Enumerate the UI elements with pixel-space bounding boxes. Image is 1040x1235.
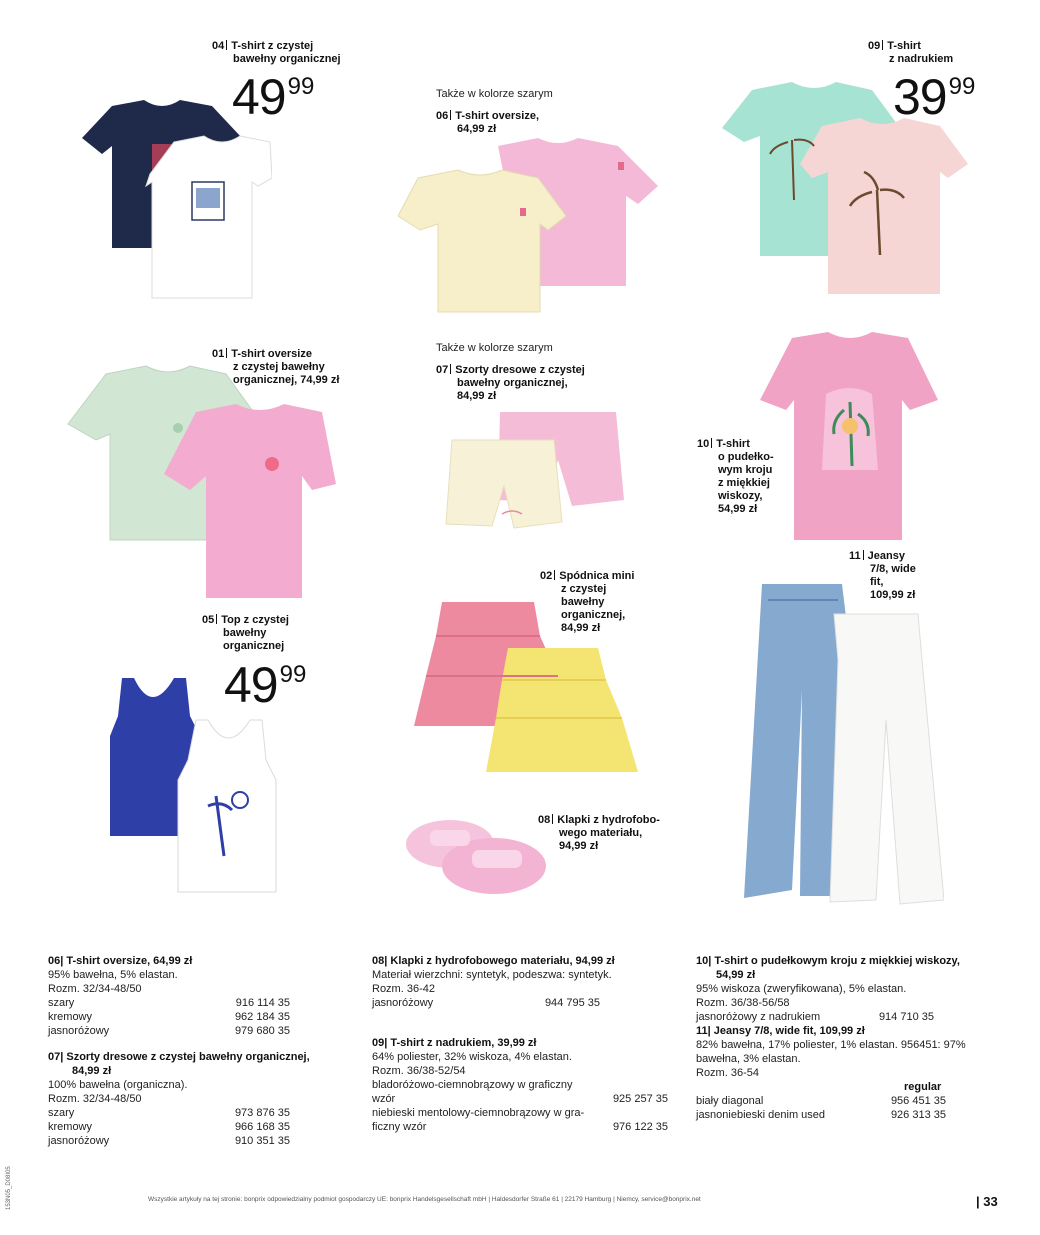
fit-subhead: regular (904, 1081, 942, 1093)
tshirt-oversize-image (398, 136, 660, 316)
label-05: 05 Top z czystej bawełny organicznej (202, 614, 289, 652)
variant-row: jasnoróżowy z nadrukiem 914 710 35 (696, 1011, 934, 1023)
details-col2: 08| Klapki z hydrofobowego materiału, 94,99 zł Materiał wierzchni: syntetyk, podeszwa: syntetyk. Rozm. 36-42 jasnoróżowy 944 795 35 09| T-shirt z nadrukiem, 39,99 zł 64% poliester, 32% wiskoza, 4% elastan. Rozm. 36/38-52/54 bladoróżowo-ciemnobrązowy w graficzny wzór 925 257 35 niebieski mentolowy-ciemnobrązowy w gra- ficzny wzór 976 122 35 (372, 955, 668, 1133)
page-number: | 33 (976, 1194, 998, 1209)
label-09: 09 T-shirt z nadrukiem (868, 40, 954, 65)
label-06: 06 T-shirt oversize, 64,99 zł (436, 110, 540, 135)
slides-image (400, 800, 552, 900)
label-04: 04 T-shirt z czystej bawełny organicznej (212, 40, 341, 65)
variant-row: jasnoróżowy 944 795 35 (372, 997, 600, 1009)
variant-row: szary 916 114 35 (48, 997, 290, 1009)
label-10: 10 T-shirt o pudełko- wym kroju z miękkiej wiskozy, 54,99 zł (697, 438, 774, 515)
tshirt-printed-image (722, 80, 970, 300)
price-09: 3999 (893, 69, 976, 125)
detail-title-08: 08| Klapki z hydrofobowego materiału, 94,99 zł (372, 955, 615, 967)
variant-row: jasnoróżowy 979 680 35 (48, 1025, 290, 1037)
label-07: 07 Szorty dresowe z czystej bawełny organicznej, 84,99 zł (436, 364, 585, 402)
variant-row: wzór 925 257 35 (372, 1093, 668, 1105)
label-11: 11 Jeansy 7/8, wide fit, 109,99 zł (849, 550, 916, 601)
variant-row: szary 973 876 35 (48, 1107, 290, 1119)
label-02: 02 Spódnica mini z czystej bawełny organicznej, 84,99 zł (540, 570, 635, 634)
alt-color-note-06: Także w kolorze szarym (436, 88, 553, 100)
alt-color-note-07: Także w kolorze szarym (436, 342, 553, 354)
skirt-image (408, 596, 640, 786)
detail-title-09: 09| T-shirt z nadrukiem, 39,99 zł (372, 1037, 537, 1049)
shorts-image (444, 410, 626, 540)
detail-title-07: 07| Szorty dresowe z czystej bawełny organicznej, (48, 1051, 310, 1063)
tank-top-image (104, 676, 296, 896)
variant-row: kremowy 962 184 35 (48, 1011, 290, 1023)
side-code: 153N05_D08I05 (6, 1166, 12, 1210)
detail-title-10: 10| T-shirt o pudełkowym kroju z miękkiej wiskozy, (696, 955, 960, 967)
jeans-image (738, 580, 944, 908)
variant-row: ficzny wzór 976 122 35 (372, 1121, 668, 1133)
label-01: 01 T-shirt oversize z czystej bawełny organicznej, 74,99 zł (212, 348, 340, 386)
variant-row: jasnoróżowy 910 351 35 (48, 1135, 290, 1147)
price-04: 4999 (232, 69, 315, 125)
details-col3: 10| T-shirt o pudełkowym kroju z miękkiej wiskozy, 54,99 zł 95% wiskoza (zweryfikowana), 5% elastan. Rozm. 36/38-56/58 jasnoróżowy z nadrukiem 914 710 35 11| Jeansy 7/8, wide fit, 109,99 zł 82% bawełna, 17% poliester, 1% elastan. 956451: 97% bawełna, 3% elastan. Rozm. 36-54 regular biały diagonal 956 451 35 jasnoniebieski denim used 926 313 35 (696, 954, 1000, 1122)
price-05: 4999 (224, 657, 307, 713)
detail-title-06: 06| T-shirt oversize, 64,99 zł (48, 955, 193, 967)
variant-row: kremowy 966 168 35 (48, 1121, 290, 1133)
details-col1: 06| T-shirt oversize, 64,99 zł 95% bawełna, 5% elastan. Rozm. 32/34-48/50 szary 916 114 35 kremowy 962 184 35 jasnoróżowy 979 680 35 07| Szorty dresowe z czystej bawełny organicznej, 84,99 zł 100% bawełna (organiczna). Rozm. 32/34-48/50 szary 973 876 35 kremowy 966 168 35 jasnoróżowy 910 351 35 (48, 955, 310, 1147)
detail-title-11: 11| Jeansy 7/8, wide fit, 109,99 zł (696, 1025, 865, 1037)
tshirt-boxy-image (760, 330, 938, 544)
variant-row: jasnoniebieski denim used 926 313 35 (696, 1109, 946, 1121)
footer-legal: Wszystkie artykuły na tej stronie: bonprix odpowiedzialny podmiot gospodarczy UE: bonprix Handelsgesellschaft mbH | Haldesdorfer Straße 61 | 22179 Hamburg | Niemcy, service@bonprix.net (148, 1196, 701, 1203)
tshirt-navy-white-image (82, 98, 272, 308)
variant-row: biały diagonal 956 451 35 (696, 1095, 946, 1107)
tshirt-oversize-organic-image (66, 364, 336, 600)
label-08: 08 Klapki z hydrofobo- wego materiału, 94,99 zł (538, 814, 660, 852)
